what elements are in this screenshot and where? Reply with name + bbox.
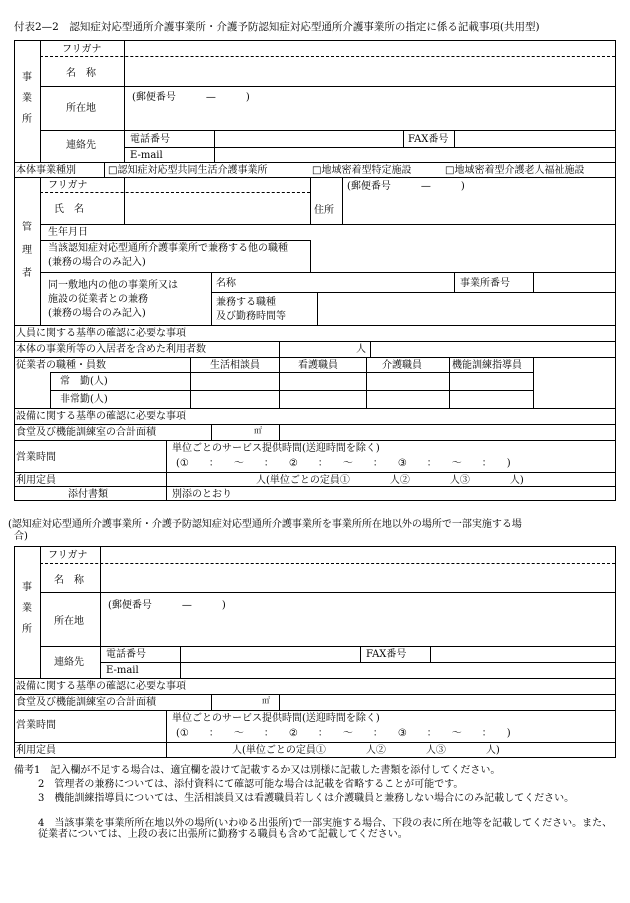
section2-eigyo: 営業時間	[16, 720, 56, 731]
note-3: 3 機能訓練指導員については、生活相談員又は看護職員若しくは介護職員と兼務しない場合にのみ記載してください。	[38, 793, 575, 804]
setsubi-header: 設備に関する基準の確認に必要な事項	[16, 411, 186, 422]
tel-label: 電話番号	[130, 134, 170, 145]
kenmu1-a: 当該認知症対応型通所介護事業所で兼務する他の職種	[48, 243, 288, 254]
shokushu-1: 兼務する職種	[216, 297, 276, 308]
section2-title-a: (認知症対応型通所介護事業所・介護予防認知症対応型通所介護事業所を事業所所在地以外の場所で一部実施する場	[8, 519, 522, 530]
menseki-unit: ㎡	[254, 426, 262, 435]
email-label: E-mail	[130, 150, 163, 161]
section2-title-b: 合)	[14, 531, 28, 542]
teiin-label: 利用定員	[16, 475, 56, 486]
section2-menseki-unit: ㎡	[262, 696, 270, 705]
section2-name: 名 称	[54, 575, 84, 586]
section2-jigyosho-label: 事 業 所	[22, 582, 32, 635]
kanri-furigana: フリガナ	[48, 180, 88, 191]
col-kaigo: 介護職員	[382, 360, 422, 371]
menseki-label: 食堂及び機能訓練室の合計面積	[16, 427, 156, 438]
shokushu-label: 従業者の職種・員数	[16, 360, 106, 371]
honbu-option-3[interactable]: □地域密着型介護老人福祉施設	[445, 165, 585, 176]
col-kino: 機能訓練指導員	[452, 360, 522, 371]
kenmu1-b: (兼務の場合のみ記入)	[48, 257, 146, 268]
section2-contact: 連絡先	[54, 657, 84, 668]
jigyosho-label: 事 業 所	[22, 72, 32, 125]
honbu-option-2[interactable]: □地域密着型特定施設	[312, 165, 412, 176]
tenpu-value: 別添のとおり	[172, 489, 232, 500]
section2-menseki: 食堂及び機能訓練室の合計面積	[16, 697, 156, 708]
tenpu-label: 添付書類	[68, 489, 108, 500]
form-title: 付表2—2 認知症対応型通所介護事業所・介護予防認知症対応型通所介護事業所の指定に係る記載事項(共用型)	[14, 21, 540, 33]
hijokin-label: 非常勤(人)	[60, 394, 108, 405]
note-2: 2 管理者の兼務については、添付資料にて確認可能な場合は記載を省略することが可能です。	[38, 779, 464, 790]
jokin-label: 常 勤(人)	[60, 376, 108, 387]
shokushu-2: 及び勤務時間等	[216, 311, 286, 322]
kenmu2-a: 同一敷地内の他の事業所又は	[48, 280, 178, 291]
fax-label: FAX番号	[408, 134, 449, 145]
furigana-label: フリガナ	[62, 44, 102, 55]
section2-fax: FAX番号	[366, 649, 407, 660]
col-kango: 看護職員	[298, 360, 338, 371]
kanri-jusho: 住所	[314, 205, 334, 216]
kanri-name: 氏 名	[54, 204, 84, 215]
col-seikatsu: 生活相談員	[210, 360, 260, 371]
bango-label: 事業所番号	[460, 278, 510, 289]
section2-tani: 単位ごとのサービス提供時間(送迎時間を除く)	[172, 713, 380, 724]
riyosha-label: 本体の事業所等の入居者を含めた利用者数	[16, 344, 206, 355]
section2-setsubi: 設備に関する基準の確認に必要な事項	[16, 681, 186, 692]
riyosha-unit: 人	[356, 344, 366, 355]
section2-times: (① ： ～ ： ② ： ～ ： ③ ： ～ ： )	[176, 728, 511, 739]
kenmu2-c: (兼務の場合のみ記入)	[48, 308, 146, 319]
kanri-postal: (郵便番号 — )	[347, 181, 465, 192]
honbu-option-1[interactable]: □認知症対応型共同生活介護事業所	[108, 165, 268, 176]
section2-teiin: 利用定員	[16, 745, 56, 756]
section2-postal: (郵便番号 — )	[108, 600, 226, 611]
section2-email: E-mail	[106, 665, 139, 676]
postal-code: (郵便番号 — )	[132, 92, 250, 103]
note-1: 備考1 記入欄が不足する場合は、適宜欄を設けて記載するか又は別様に記載した書類を添付してください。	[14, 765, 501, 776]
eigyo-label: 営業時間	[16, 452, 56, 463]
honbu-label: 本体事業種別	[16, 165, 76, 176]
jinin-header: 人員に関する基準の確認に必要な事項	[16, 328, 186, 339]
kanri-dob: 生年月日	[48, 227, 88, 238]
name-label: 名 称	[66, 68, 96, 79]
address-label: 所在地	[66, 103, 96, 114]
tani-label: 単位ごとのサービス提供時間(送迎時間を除く)	[172, 443, 380, 454]
section2-tel: 電話番号	[106, 649, 146, 660]
section2-address: 所在地	[54, 616, 84, 627]
section2-teiin-value: 人(単位ごとの定員① 人② 人③ 人)	[232, 745, 500, 756]
section2-furigana: フリガナ	[48, 550, 88, 561]
service-times: (① ： ～ ： ② ： ～ ： ③ ： ～ ： )	[176, 458, 511, 469]
note-4: 4 当該事業を事業所所在地以外の場所(いわゆる出張所)で一部実施する場合、下段の表に所在地等を記載してください。また、従業者については、上段の表に出張所に勤務する職員も含めて記載してください。	[38, 818, 613, 840]
teiin-value: 人(単位ごとの定員① 人② 人③ 人)	[256, 475, 524, 486]
meisho-label: 名称	[216, 278, 236, 289]
kenmu2-b: 施設の従業者との兼務	[48, 294, 148, 305]
contact-label: 連絡先	[66, 140, 96, 151]
kanri-label: 管 理 者	[22, 222, 32, 279]
